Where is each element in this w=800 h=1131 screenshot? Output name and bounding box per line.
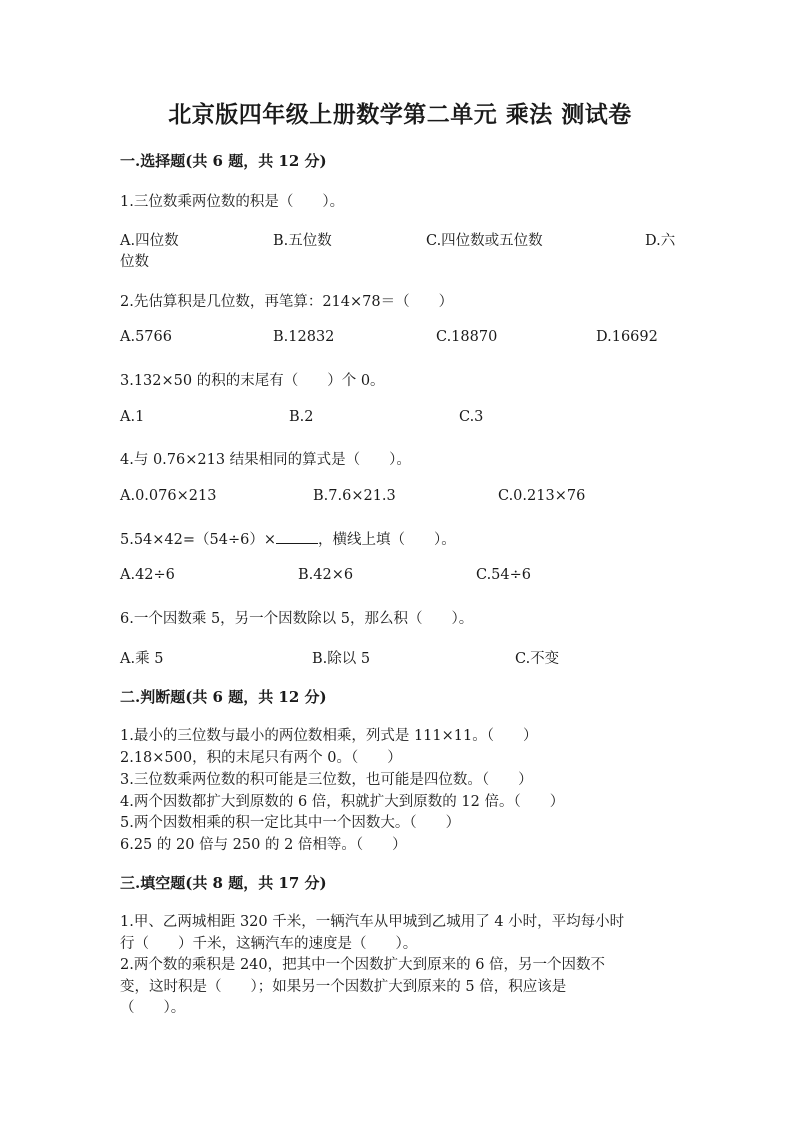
question-stem: 6.一个因数乘 5，另一个因数除以 5，那么积（ ）。 xyxy=(120,611,474,627)
option-b: B.7.6×21.3 xyxy=(313,488,396,504)
option-c: C.四位数或五位数 xyxy=(426,233,543,249)
option-b: B.除以 5 xyxy=(312,651,371,667)
question-stem: 1.三位数乘两位数的积是（ ）。 xyxy=(120,194,345,210)
fill-question-line: 1.甲、乙两城相距 320 千米，一辆汽车从甲城到乙城用了 4 小时，平均每小时 xyxy=(120,914,625,930)
option-a: A.乘 5 xyxy=(120,651,164,667)
judge-item: 5.两个因数相乘的积一定比其中一个因数大。（ ） xyxy=(120,815,461,831)
question-stem-prefix: 5.54×42=（54÷6）× xyxy=(120,532,277,548)
question-stem xyxy=(120,528,456,549)
judge-item: 6.25 的 20 倍与 250 的 2 倍相等。（ ） xyxy=(120,837,407,853)
section-heading-fill: 三.填空题(共 8 题，共 17 分) xyxy=(120,874,327,892)
option-c: C.不变 xyxy=(515,651,560,667)
option-c: C.54÷6 xyxy=(476,567,532,583)
fill-question-line: 2.两个数的乘积是 240，把其中一个因数扩大到原来的 6 倍，另一个因数不 xyxy=(120,957,606,973)
question-stem: 4.与 0.76×213 结果相同的算式是（ ）。 xyxy=(120,452,411,468)
option-c: C.18870 xyxy=(436,329,498,345)
option-a: A.四位数 xyxy=(120,233,179,249)
fill-question-line: 行（ ）千米，这辆汽车的速度是（ ）。 xyxy=(120,936,418,952)
question-stem: 2.先估算积是几位数，再笔算：214×78＝（ ） xyxy=(120,294,454,310)
option-d: D.六 xyxy=(645,233,676,249)
question-stem: 3.132×50 的积的末尾有（ ）个 0。 xyxy=(120,373,385,389)
option-c: C.0.213×76 xyxy=(498,488,586,504)
option-a: A.0.076×213 xyxy=(120,488,217,504)
option-b: B.五位数 xyxy=(273,233,332,249)
judge-item: 1.最小的三位数与最小的两位数相乘，列式是 111×11。（ ） xyxy=(120,728,538,744)
judge-item: 2.18×500，积的末尾只有两个 0。（ ） xyxy=(120,750,402,766)
option-a: A.42÷6 xyxy=(120,567,175,583)
option-b: B.12832 xyxy=(273,329,335,345)
option-b: B.2 xyxy=(289,409,314,425)
section-heading-judge: 二.判断题(共 6 题，共 12 分) xyxy=(120,688,327,706)
option-d: D.16692 xyxy=(596,329,658,345)
fill-question-line: （ ）。 xyxy=(120,1000,186,1016)
page-title: 北京版四年级上册数学第二单元 乘法 测试卷 xyxy=(168,101,632,128)
judge-item: 4.两个因数都扩大到原数的 6 倍，积就扩大到原数的 12 倍。（ ） xyxy=(120,794,565,810)
answer-blank-line xyxy=(276,529,318,544)
judge-item: 3.三位数乘两位数的积可能是三位数，也可能是四位数。（ ） xyxy=(120,772,533,788)
option-d-continuation: 位数 xyxy=(120,254,149,270)
section-heading-choice: 一.选择题(共 6 题，共 12 分) xyxy=(120,152,327,170)
option-c: C.3 xyxy=(459,409,484,425)
option-a: A.5766 xyxy=(120,329,172,345)
fill-question-line: 变，这时积是（ ）；如果另一个因数扩大到原来的 5 倍，积应该是 xyxy=(120,979,567,995)
option-b: B.42×6 xyxy=(298,567,354,583)
question-stem-suffix: ，横线上填（ ）。 xyxy=(318,532,456,548)
option-a: A.1 xyxy=(120,409,145,425)
